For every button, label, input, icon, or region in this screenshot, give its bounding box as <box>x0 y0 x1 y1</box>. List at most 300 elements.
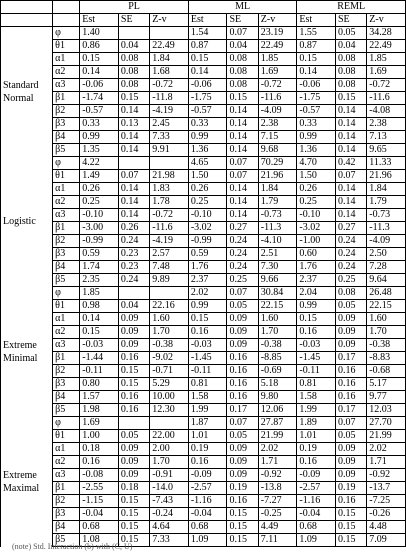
value-cell: -0.04 <box>297 508 336 521</box>
value-cell: -0.72 <box>367 79 406 92</box>
value-cell: 0.14 <box>227 118 258 131</box>
value-cell: -1.44 <box>80 352 119 365</box>
value-cell: 1.58 <box>188 391 227 404</box>
table-body <box>1 27 406 547</box>
param-cell: θ1 <box>53 40 80 53</box>
value-cell: 2.38 <box>367 118 406 131</box>
value-cell: 0.16 <box>227 495 258 508</box>
value-cell: 1.76 <box>188 261 227 274</box>
section-label: Extreme Minimal <box>1 287 53 417</box>
table-row <box>1 404 406 417</box>
value-cell: -1.16 <box>188 495 227 508</box>
value-cell: 0.87 <box>297 40 336 53</box>
value-cell: 0.09 <box>118 313 149 326</box>
value-cell: 0.24 <box>118 274 149 287</box>
table-row <box>1 27 406 40</box>
table-row <box>1 287 406 300</box>
value-cell: -4.08 <box>367 105 406 118</box>
value-cell: 0.09 <box>227 339 258 352</box>
value-cell: -1.15 <box>80 495 119 508</box>
value-cell: 0.05 <box>227 300 258 313</box>
value-cell: 1.85 <box>80 287 119 300</box>
value-cell: 0.27 <box>227 222 258 235</box>
value-cell: 1.84 <box>150 53 189 66</box>
value-cell: 0.14 <box>188 66 227 79</box>
value-cell: 0.68 <box>80 521 119 534</box>
value-cell: -0.10 <box>188 209 227 222</box>
value-cell: 9.77 <box>367 391 406 404</box>
value-cell: 1.69 <box>80 417 119 430</box>
value-cell: -0.09 <box>188 469 227 482</box>
value-cell: 4.64 <box>150 521 189 534</box>
value-cell: 2.02 <box>188 287 227 300</box>
value-cell: 22.49 <box>367 40 406 53</box>
value-cell: 0.15 <box>227 508 258 521</box>
value-cell: 2.50 <box>367 248 406 261</box>
value-cell: -0.57 <box>80 105 119 118</box>
value-cell: 1.70 <box>367 326 406 339</box>
value-cell: 2.02 <box>258 443 297 456</box>
value-cell: 0.15 <box>297 53 336 66</box>
param-cell: φ <box>53 27 80 40</box>
table-row <box>1 222 406 235</box>
value-cell: 0.15 <box>297 313 336 326</box>
param-header-cell <box>53 1 80 14</box>
value-cell: -11.6 <box>150 222 189 235</box>
value-cell: 0.14 <box>336 118 367 131</box>
value-cell: 0.16 <box>118 352 149 365</box>
value-cell: 0.26 <box>80 183 119 196</box>
value-cell: -0.24 <box>150 508 189 521</box>
section-label: Standard Normal <box>1 27 53 157</box>
value-cell: 0.14 <box>80 313 119 326</box>
value-cell: 1.01 <box>188 430 227 443</box>
table-row <box>1 170 406 183</box>
value-cell: -0.38 <box>258 339 297 352</box>
value-cell: 1.60 <box>150 313 189 326</box>
value-cell: -0.10 <box>80 209 119 222</box>
value-cell: 0.68 <box>297 521 336 534</box>
value-cell: 0.14 <box>336 196 367 209</box>
value-cell: 0.19 <box>297 443 336 456</box>
table-row <box>1 300 406 313</box>
value-cell: 0.16 <box>336 378 367 391</box>
value-cell: 0.19 <box>336 482 367 495</box>
param-cell: β1 <box>53 92 80 105</box>
value-cell: 0.19 <box>227 482 258 495</box>
value-cell: 0.04 <box>336 40 367 53</box>
table-row <box>1 235 406 248</box>
value-cell: 22.00 <box>150 430 189 443</box>
value-cell: 1.01 <box>297 430 336 443</box>
param-cell: α1 <box>53 183 80 196</box>
value-cell: -1.74 <box>80 92 119 105</box>
param-cell: β5 <box>53 274 80 287</box>
param-cell: α2 <box>53 456 80 469</box>
value-cell: 0.18 <box>118 482 149 495</box>
value-cell: 1.50 <box>188 170 227 183</box>
param-cell: θ1 <box>53 170 80 183</box>
table-row <box>1 261 406 274</box>
group-header-row <box>1 1 406 14</box>
table-row <box>1 105 406 118</box>
value-cell: 1.54 <box>188 27 227 40</box>
value-cell: 30.84 <box>258 287 297 300</box>
value-cell: 0.18 <box>80 443 119 456</box>
table-row <box>1 456 406 469</box>
value-cell: 12.03 <box>367 404 406 417</box>
value-cell: 0.05 <box>118 430 149 443</box>
value-cell: 1.69 <box>258 66 297 79</box>
value-cell: -2.57 <box>188 482 227 495</box>
param-cell: β5 <box>53 534 80 547</box>
value-cell: 0.09 <box>227 326 258 339</box>
value-cell: -7.27 <box>258 495 297 508</box>
value-cell: -3.00 <box>80 222 119 235</box>
section-label: Logistic <box>1 157 53 287</box>
param-cell: β3 <box>53 118 80 131</box>
table-row <box>1 183 406 196</box>
value-cell: 0.86 <box>80 40 119 53</box>
value-cell <box>118 157 149 170</box>
value-cell: 1.70 <box>258 326 297 339</box>
col-header-est: Est <box>80 14 119 27</box>
value-cell: 26.48 <box>367 287 406 300</box>
value-cell: 0.08 <box>227 53 258 66</box>
value-cell: -3.02 <box>297 222 336 235</box>
value-cell: 4.70 <box>297 157 336 170</box>
value-cell: -0.99 <box>188 235 227 248</box>
value-cell: 0.09 <box>118 456 149 469</box>
value-cell: -1.75 <box>297 92 336 105</box>
value-cell: 0.14 <box>80 66 119 79</box>
value-cell: 0.16 <box>336 365 367 378</box>
value-cell <box>118 287 149 300</box>
value-cell: 7.30 <box>258 261 297 274</box>
table-row <box>1 326 406 339</box>
table-row <box>1 417 406 430</box>
value-cell: 2.37 <box>188 274 227 287</box>
value-cell: 0.13 <box>118 118 149 131</box>
col-header-zv: Z-v <box>258 14 297 27</box>
value-cell: 0.09 <box>336 469 367 482</box>
value-cell: 0.09 <box>336 313 367 326</box>
table-row <box>1 365 406 378</box>
value-cell: 0.14 <box>118 196 149 209</box>
group-header-ml: ML <box>188 1 297 14</box>
value-cell: 1.71 <box>258 456 297 469</box>
value-cell: 0.15 <box>118 534 149 547</box>
value-cell: 0.23 <box>118 248 149 261</box>
value-cell: 0.16 <box>80 456 119 469</box>
value-cell: -1.16 <box>297 495 336 508</box>
value-cell: 21.98 <box>150 170 189 183</box>
value-cell: 0.09 <box>227 456 258 469</box>
value-cell: 0.16 <box>227 365 258 378</box>
value-cell: 1.83 <box>150 183 189 196</box>
param-cell: φ <box>53 417 80 430</box>
value-cell: -0.69 <box>258 365 297 378</box>
value-cell: 10.00 <box>150 391 189 404</box>
value-cell: 0.14 <box>118 144 149 157</box>
value-cell: 0.09 <box>336 339 367 352</box>
table-row <box>1 313 406 326</box>
value-cell: 0.81 <box>188 378 227 391</box>
value-cell: 7.11 <box>258 534 297 547</box>
value-cell: 1.70 <box>150 326 189 339</box>
value-cell: 1.36 <box>297 144 336 157</box>
value-cell: 0.09 <box>118 469 149 482</box>
table-row <box>1 209 406 222</box>
table-row <box>1 378 406 391</box>
value-cell: -0.06 <box>80 79 119 92</box>
value-cell: -4.09 <box>367 235 406 248</box>
value-cell: -0.26 <box>367 508 406 521</box>
value-cell: 7.48 <box>150 261 189 274</box>
table-row <box>1 118 406 131</box>
param-cell: β2 <box>53 105 80 118</box>
value-cell: -0.08 <box>80 469 119 482</box>
value-cell: 0.09 <box>336 456 367 469</box>
value-cell: 9.64 <box>367 274 406 287</box>
param-cell: α2 <box>53 196 80 209</box>
param-cell: β4 <box>53 521 80 534</box>
value-cell: 7.33 <box>150 131 189 144</box>
param-cell: β3 <box>53 248 80 261</box>
value-cell: 0.05 <box>336 430 367 443</box>
value-cell: -0.38 <box>367 339 406 352</box>
value-cell: 0.24 <box>227 261 258 274</box>
value-cell: -0.72 <box>258 79 297 92</box>
value-cell: 1.76 <box>297 261 336 274</box>
table-row <box>1 482 406 495</box>
value-cell: -1.45 <box>188 352 227 365</box>
value-cell: 0.16 <box>227 378 258 391</box>
table-row <box>1 79 406 92</box>
value-cell: 0.25 <box>297 196 336 209</box>
param-cell: α1 <box>53 443 80 456</box>
value-cell: -13.8 <box>258 482 297 495</box>
param-cell: α2 <box>53 326 80 339</box>
value-cell: 0.14 <box>118 209 149 222</box>
value-cell: -0.03 <box>188 339 227 352</box>
value-cell: 5.18 <box>258 378 297 391</box>
value-cell: 70.29 <box>258 157 297 170</box>
table-row <box>1 274 406 287</box>
value-cell: 0.14 <box>227 209 258 222</box>
value-cell: 0.15 <box>227 92 258 105</box>
value-cell: 0.14 <box>336 131 367 144</box>
value-cell: -0.92 <box>258 469 297 482</box>
value-cell: 2.57 <box>150 248 189 261</box>
value-cell: 9.80 <box>258 391 297 404</box>
table-row <box>1 40 406 53</box>
value-cell: 0.81 <box>297 378 336 391</box>
table-row <box>1 53 406 66</box>
value-cell: -2.55 <box>80 482 119 495</box>
value-cell: 9.66 <box>258 274 297 287</box>
value-cell: 1.79 <box>258 196 297 209</box>
value-cell: -0.71 <box>150 365 189 378</box>
value-cell: 0.14 <box>336 209 367 222</box>
value-cell: 12.30 <box>150 404 189 417</box>
param-cell: β2 <box>53 235 80 248</box>
value-cell: 1.85 <box>258 53 297 66</box>
value-cell: -4.19 <box>150 235 189 248</box>
col-header-se: SE <box>227 14 258 27</box>
value-cell: 0.15 <box>118 92 149 105</box>
value-cell: -0.10 <box>297 209 336 222</box>
value-cell: 9.89 <box>150 274 189 287</box>
table-row <box>1 391 406 404</box>
value-cell: -1.45 <box>297 352 336 365</box>
value-cell: 4.22 <box>80 157 119 170</box>
value-cell: 1.50 <box>297 170 336 183</box>
value-cell: 9.91 <box>150 144 189 157</box>
corner-cell <box>1 14 53 27</box>
value-cell: 2.02 <box>367 443 406 456</box>
value-cell: 1.35 <box>80 144 119 157</box>
value-cell: -0.57 <box>297 105 336 118</box>
value-cell: 5.17 <box>367 378 406 391</box>
value-cell: -0.09 <box>297 469 336 482</box>
value-cell: 1.55 <box>297 27 336 40</box>
table-row <box>1 66 406 79</box>
value-cell: -11.6 <box>367 92 406 105</box>
value-cell: 0.04 <box>227 40 258 53</box>
table-row <box>1 248 406 261</box>
value-cell: 1.40 <box>80 27 119 40</box>
param-cell: β1 <box>53 482 80 495</box>
value-cell: 0.23 <box>118 261 149 274</box>
value-cell: 0.99 <box>80 131 119 144</box>
value-cell: 0.07 <box>118 170 149 183</box>
value-cell: 0.07 <box>336 170 367 183</box>
value-cell: -4.09 <box>258 105 297 118</box>
value-cell: 0.14 <box>118 131 149 144</box>
value-cell: -0.72 <box>150 79 189 92</box>
value-cell <box>118 27 149 40</box>
value-cell: 22.15 <box>367 300 406 313</box>
table-row <box>1 352 406 365</box>
value-cell: 23.19 <box>258 27 297 40</box>
value-cell: 1.70 <box>150 456 189 469</box>
value-cell: 9.68 <box>258 144 297 157</box>
value-cell: 0.07 <box>227 170 258 183</box>
value-cell: 0.15 <box>118 508 149 521</box>
value-cell: 0.08 <box>336 287 367 300</box>
value-cell: 0.07 <box>227 27 258 40</box>
value-cell: -11.3 <box>258 222 297 235</box>
table-row <box>1 469 406 482</box>
value-cell: -3.02 <box>188 222 227 235</box>
value-cell: 21.99 <box>258 430 297 443</box>
col-header-se: SE <box>118 14 149 27</box>
value-cell: 1.68 <box>150 66 189 79</box>
value-cell: -0.91 <box>150 469 189 482</box>
value-cell: -0.73 <box>258 209 297 222</box>
value-cell: 2.51 <box>258 248 297 261</box>
value-cell: 0.42 <box>336 157 367 170</box>
value-cell: 0.07 <box>227 157 258 170</box>
value-cell: -0.25 <box>258 508 297 521</box>
param-cell: β1 <box>53 222 80 235</box>
value-cell: -0.04 <box>188 508 227 521</box>
value-cell: 0.99 <box>297 300 336 313</box>
param-cell: θ1 <box>53 300 80 313</box>
value-cell: 0.99 <box>188 300 227 313</box>
corner-cell <box>1 1 53 14</box>
value-cell: 1.69 <box>367 66 406 79</box>
value-cell: 1.74 <box>80 261 119 274</box>
value-cell: 2.38 <box>258 118 297 131</box>
value-cell: 1.99 <box>297 404 336 417</box>
value-cell: -0.68 <box>367 365 406 378</box>
param-cell: α2 <box>53 66 80 79</box>
value-cell: -0.99 <box>80 235 119 248</box>
group-header-pl: PL <box>80 1 189 14</box>
value-cell: 0.14 <box>118 105 149 118</box>
value-cell: 21.96 <box>367 170 406 183</box>
value-cell: 0.16 <box>227 391 258 404</box>
value-cell: 0.16 <box>336 391 367 404</box>
value-cell: -1.75 <box>188 92 227 105</box>
value-cell: 0.08 <box>227 66 258 79</box>
value-cell: -8.83 <box>367 352 406 365</box>
value-cell: 0.25 <box>227 274 258 287</box>
value-cell: 1.57 <box>80 391 119 404</box>
value-cell: 4.65 <box>188 157 227 170</box>
value-cell: 0.25 <box>336 274 367 287</box>
value-cell: 27.70 <box>367 417 406 430</box>
value-cell: -8.85 <box>258 352 297 365</box>
value-cell: -11.8 <box>150 92 189 105</box>
param-cell: θ1 <box>53 430 80 443</box>
value-cell: 0.16 <box>297 326 336 339</box>
value-cell: 0.08 <box>118 66 149 79</box>
value-cell: 0.08 <box>336 53 367 66</box>
group-header-reml: REML <box>297 1 406 14</box>
value-cell: -13.7 <box>367 482 406 495</box>
table-row <box>1 521 406 534</box>
value-cell: 0.17 <box>336 352 367 365</box>
value-cell: 0.09 <box>227 313 258 326</box>
value-cell: -0.11 <box>297 365 336 378</box>
param-cell: α3 <box>53 209 80 222</box>
value-cell: 4.48 <box>367 521 406 534</box>
value-cell: 0.07 <box>227 417 258 430</box>
value-cell: 0.15 <box>188 53 227 66</box>
value-cell <box>150 287 189 300</box>
value-cell: 0.07 <box>336 417 367 430</box>
value-cell: 0.99 <box>297 131 336 144</box>
value-cell: 7.33 <box>150 534 189 547</box>
table-row <box>1 339 406 352</box>
value-cell: 0.24 <box>336 248 367 261</box>
value-cell: -0.92 <box>367 469 406 482</box>
value-cell: -0.04 <box>80 508 119 521</box>
value-cell: 0.15 <box>227 534 258 547</box>
value-cell: 7.09 <box>367 534 406 547</box>
value-cell: 22.16 <box>150 300 189 313</box>
value-cell: 0.09 <box>118 339 149 352</box>
value-cell: -0.11 <box>188 365 227 378</box>
value-cell: -0.06 <box>188 79 227 92</box>
value-cell: 0.16 <box>227 352 258 365</box>
value-cell: 0.14 <box>227 131 258 144</box>
value-cell: 0.16 <box>118 391 149 404</box>
value-cell: 0.15 <box>188 313 227 326</box>
